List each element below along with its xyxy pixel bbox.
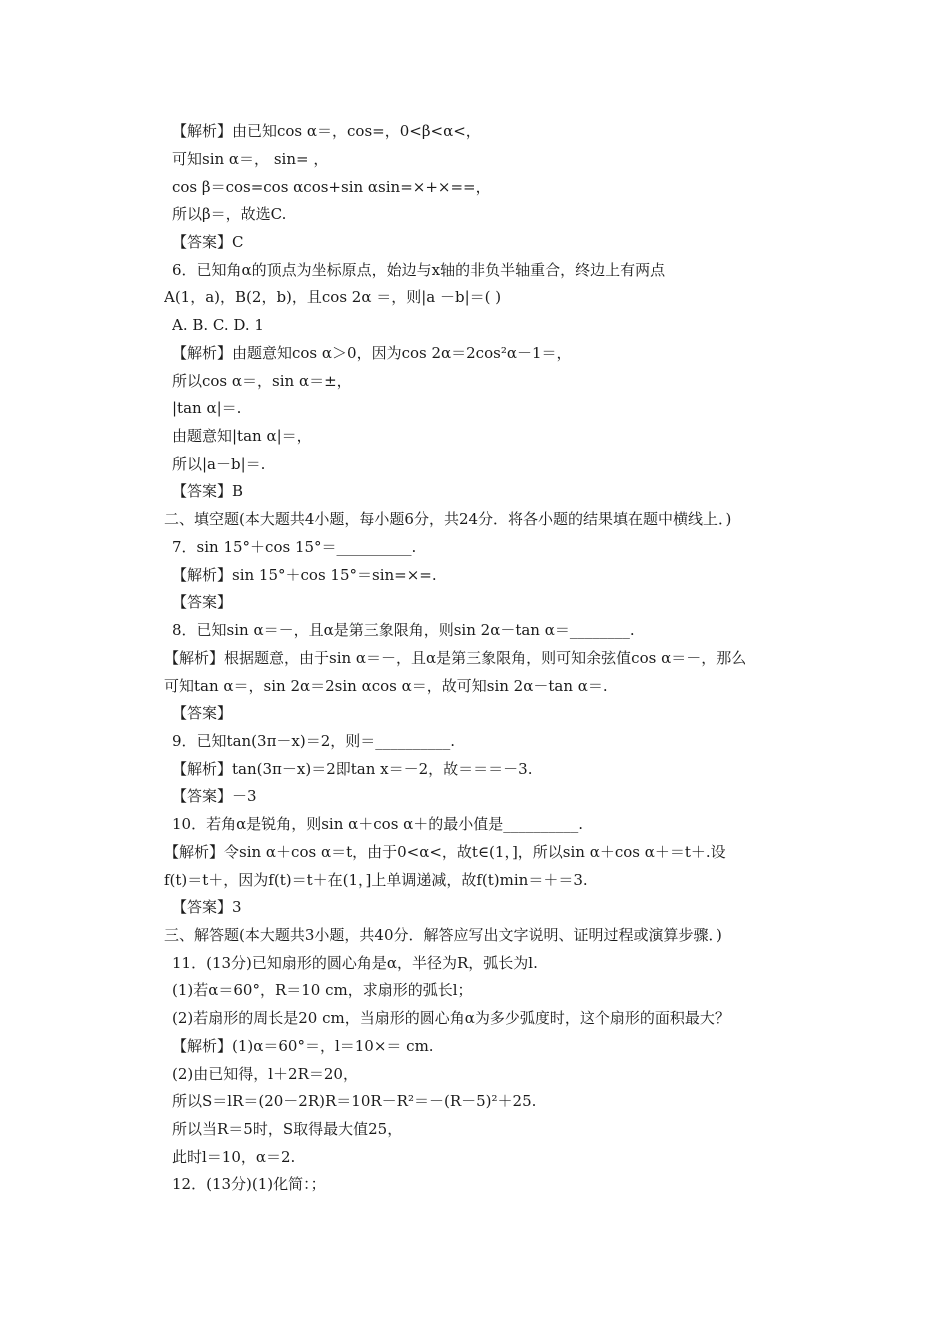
text-line: 【答案】3 (172, 898, 242, 916)
question-11: 11．(13分)已知扇形的圆心角是α，半径为R，弧长为l. (172, 954, 538, 972)
text-line: cos β＝cos=cos αcos+sin αsin=×+×==， (172, 178, 491, 196)
text-line: 【解析】sin 15°＋cos 15°＝sin=×=. (172, 566, 437, 584)
text-line: 【解析】根据题意，由于sin α＝－，且α是第三象限角，则可知余弦值cos α＝－，那么 (164, 649, 747, 667)
text-line: 【解析】令sin α＋cos α＝t，由于0<α<，故t∈(1，]，所以sin α＋cos α＋＝t＋.设 (164, 843, 726, 861)
text-line: 所以cos α＝，sin α＝±， (172, 372, 352, 390)
text-line: (2)由已知得，l＋2R＝20， (172, 1065, 358, 1083)
text-line: 【解析】(1)α＝60°＝，l＝10×＝ cm. (172, 1037, 434, 1055)
section-heading: 三、解答题(本大题共3小题，共40分．解答应写出文字说明、证明过程或演算步骤．) (164, 926, 722, 944)
text-line: 【答案】B (172, 482, 244, 500)
text-line: 【答案】 (172, 593, 233, 611)
text-line: 所以S＝lR＝(20－2R)R＝10R－R²＝－(R－5)²＋25. (172, 1092, 537, 1110)
answer-options: A. B. C. D. 1 (172, 316, 264, 334)
section-heading: 二、填空题(本大题共4小题，每小题6分，共24分．将各小题的结果填在题中横线上．) (164, 510, 732, 528)
question-9: 9．已知tan(3π－x)＝2，则＝__________. (172, 732, 456, 750)
question-8: 8．已知sin α＝－，且α是第三象限角，则sin 2α－tan α＝________. (172, 621, 635, 639)
text-line: (2)若扇形的周长是20 cm，当扇形的圆心角α为多少弧度时，这个扇形的面积最大？ (172, 1009, 730, 1027)
text-line: 【答案】C (172, 233, 244, 251)
text-line: 【答案】 (172, 704, 233, 722)
question-12: 12．(13分)(1)化简：； (172, 1175, 326, 1193)
text-line: 此时l＝10，α＝2. (172, 1148, 296, 1166)
text-line: A(1，a)，B(2，b)，且cos 2α ＝，则|a －b|＝( ) (164, 288, 502, 306)
question-10: 10．若角α是锐角，则sin α＋cos α＋的最小值是__________. (172, 815, 584, 833)
text-line: |tan α|＝. (172, 399, 242, 417)
text-line: 【解析】由题意知cos α＞0，因为cos 2α＝2cos²α－1＝， (172, 344, 572, 362)
text-line: 可知tan α＝，sin 2α＝2sin αcos α＝，故可知sin 2α－tan α＝. (164, 677, 608, 695)
text-line: 可知sin α＝， sin= ， (172, 150, 329, 168)
question-7: 7．sin 15°＋cos 15°＝__________. (172, 538, 417, 556)
text-line: 【解析】由已知cos α＝，cos=，0<β<α<， (172, 122, 481, 140)
text-line: 所以当R＝5时，S取得最大值25， (172, 1120, 403, 1138)
text-line: f(t)＝t＋，因为f(t)＝t＋在(1，]上单调递减，故f(t)min＝＋＝3. (164, 871, 588, 889)
text-line: 所以|a－b|＝. (172, 455, 266, 473)
text-line: 【解析】tan(3π－x)＝2即tan x＝－2，故＝＝＝－3. (172, 760, 533, 778)
text-line: 由题意知|tan α|＝， (172, 427, 312, 445)
question-6: 6．已知角α的顶点为坐标原点，始边与x轴的非负半轴重合，终边上有两点 (172, 261, 666, 279)
text-line: (1)若α＝60°，R＝10 cm，求扇形的弧长l； (172, 981, 473, 999)
text-line: 【答案】－3 (172, 787, 257, 805)
text-line: 所以β＝，故选C. (172, 205, 287, 223)
